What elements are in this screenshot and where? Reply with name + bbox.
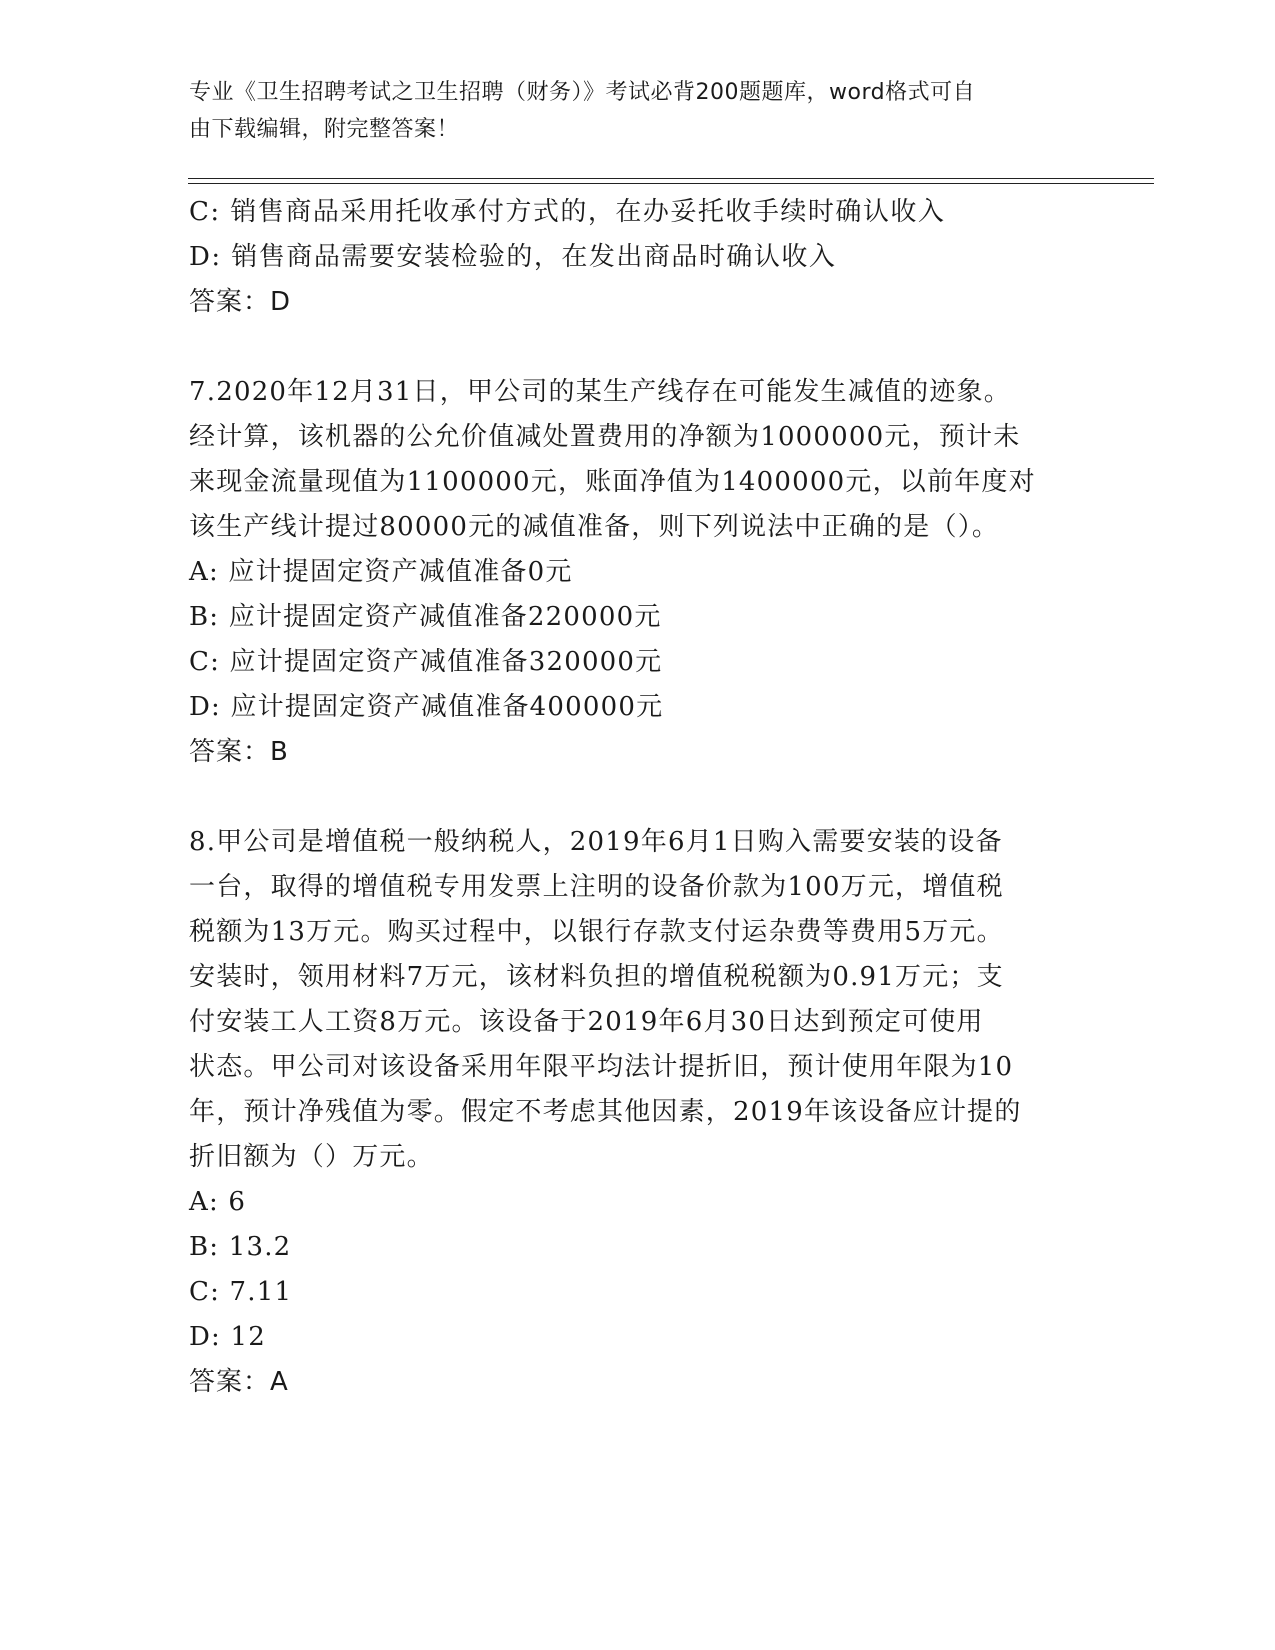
question-8-option-b: B: 13.2 [189, 1232, 292, 1262]
question-8-stem-line: 一台，取得的增值税专用发票上注明的设备价款为100万元，增值税 [189, 872, 1004, 902]
question-8-stem-line: 状态。甲公司对该设备采用年限平均法计提折旧，预计使用年限为10 [189, 1052, 1014, 1082]
question-7-answer: 答案：B [189, 737, 289, 767]
question-8 [189, 820, 1089, 1405]
question-8-option-c: C: 7.11 [189, 1277, 293, 1307]
question-8-stem-line: 安装时，领用材料7万元，该材料负担的增值税税额为0.91万元；支 [189, 962, 1004, 992]
document-body [189, 190, 1089, 1405]
question-7-option-d: D: 应计提固定资产减值准备400000元 [189, 692, 664, 722]
question-8-option-a: A: 6 [189, 1187, 247, 1217]
question-7-stem-line: 7.2020年12月31日，甲公司的某生产线存在可能发生减值的迹象。 [189, 377, 1011, 407]
spacer [189, 325, 1089, 370]
question-8-stem-line: 税额为13万元。购买过程中，以银行存款支付运杂费等费用5万元。 [189, 917, 1004, 947]
question-7-option-c: C: 应计提固定资产减值准备320000元 [189, 647, 663, 677]
question-8-stem-line: 8.甲公司是增值税一般纳税人，2019年6月1日购入需要安装的设备 [189, 827, 1003, 857]
question-7-stem-line: 经计算，该机器的公允价值减处置费用的净额为1000000元，预计未 [189, 422, 1021, 452]
question-7-stem-line: 该生产线计提过80000元的减值准备，则下列说法中正确的是（）。 [189, 512, 1000, 542]
question-8-option-d: D: 12 [189, 1322, 266, 1352]
prev-question-answer: 答案：D [189, 287, 292, 317]
question-8-stem-line: 年，预计净残值为零。假定不考虑其他因素，2019年该设备应计提的 [189, 1097, 1022, 1127]
question-7 [189, 370, 1089, 775]
prev-question-option-c: C: 销售商品采用托收承付方式的，在办妥托收手续时确认收入 [189, 197, 946, 227]
header-line-2: 由下载编辑，附完整答案！ [189, 117, 460, 142]
prev-question-option-d: D: 销售商品需要安装检验的，在发出商品时确认收入 [189, 242, 837, 272]
header-line-1: 专业《卫生招聘考试之卫生招聘（财务）》考试必背200题题库，word格式可自 [189, 80, 976, 105]
question-7-option-a: A: 应计提固定资产减值准备0元 [189, 557, 573, 587]
question-8-stem-line: 折旧额为（）万元。 [189, 1142, 434, 1172]
spacer [189, 775, 1089, 820]
header-divider-bottom [188, 183, 1154, 184]
question-7-stem-line: 来现金流量现值为1100000元，账面净值为1400000元，以前年度对 [189, 467, 1036, 497]
question-7-option-b: B: 应计提固定资产减值准备220000元 [189, 602, 662, 632]
header-divider-top [188, 178, 1154, 179]
question-8-answer: 答案：A [189, 1367, 289, 1397]
document-header [189, 74, 1069, 148]
question-8-stem-line: 付安装工人工资8万元。该设备于2019年6月30日达到预定可使用 [189, 1007, 984, 1037]
